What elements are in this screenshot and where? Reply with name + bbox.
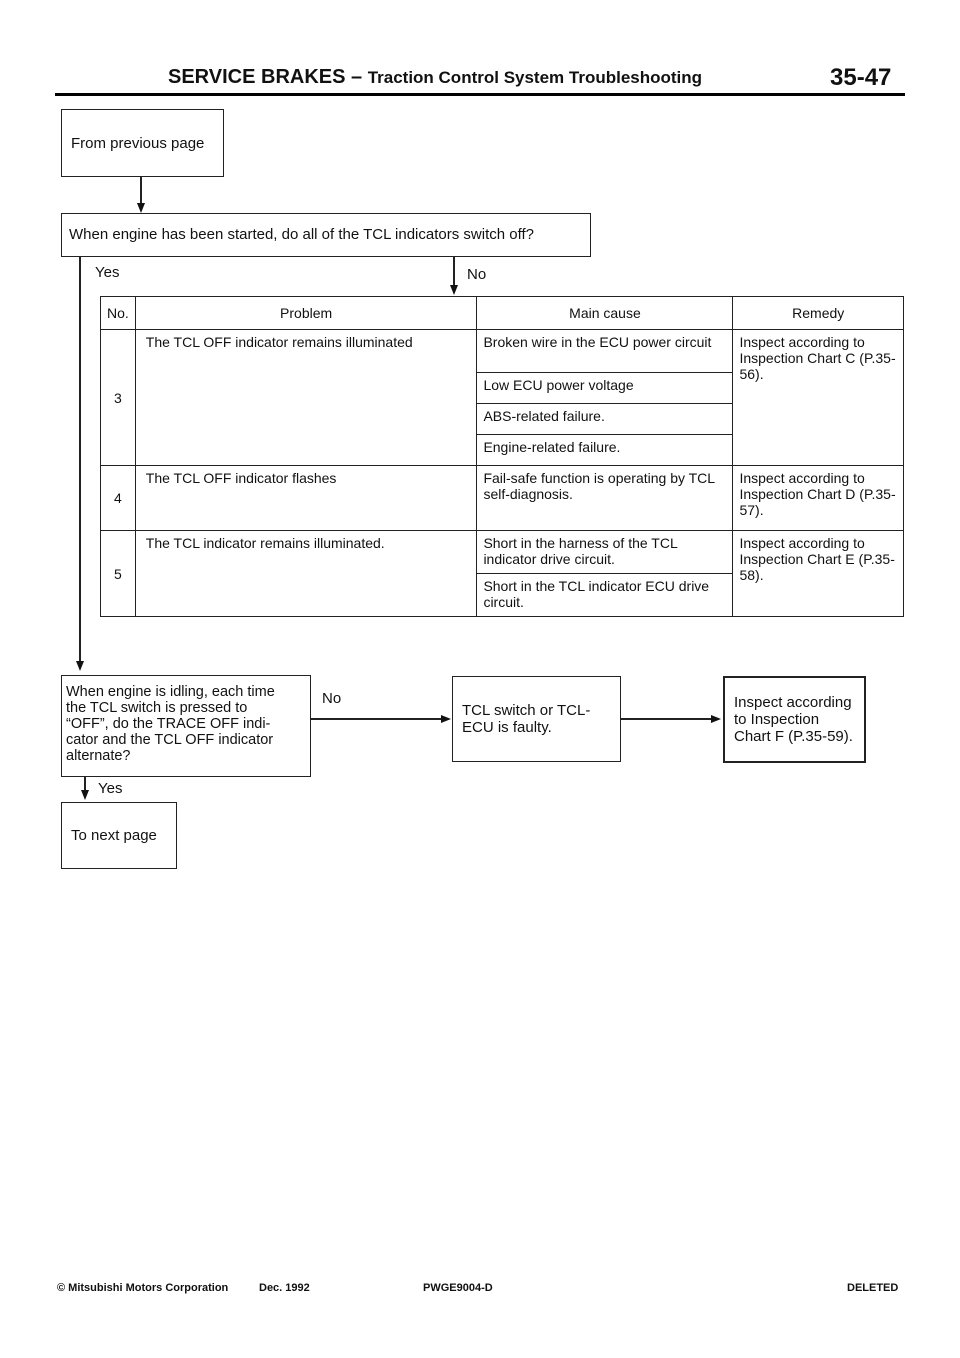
table-row [101,531,904,574]
row3-remedy: Inspect according to Inspection Chart C (P.35-56). [733,330,904,466]
arrow-down-icon [137,203,145,213]
yes2-label: Yes [98,780,123,797]
arrow-right-icon [441,715,451,723]
question2-box [61,675,311,777]
arrow-down-icon [450,285,458,295]
to-next-label: To next page [71,827,157,844]
table-header-row [101,297,904,330]
row5-cause-2: Short in the TCL indicator ECU drive circuit. [477,574,733,617]
header-rule [55,93,905,96]
flow-line [311,718,443,720]
question2-line: “OFF”, do the TRACE OFF indi- [66,716,271,732]
row3-no: 3 [101,330,136,466]
question1-box [61,213,591,257]
footer-status: DELETED [847,1282,899,1294]
row3-cause-3: ABS-related failure. [477,404,733,435]
page-title [168,66,702,89]
header-problem: Problem [135,297,477,330]
question1-text: When engine has been started, do all of the TCL indicators switch off? [69,226,534,243]
question2-line: cator and the TCL OFF indicator [66,732,274,748]
row5-cause-1: Short in the harness of the TCL indicator drive circuit. [477,531,733,574]
question2-line: the TCL switch is pressed to [66,700,248,716]
inspect-f-line: Chart F (P.35-59). [734,728,853,745]
fault-box [452,676,621,762]
from-previous-label: From previous page [71,135,205,152]
title-main: SERVICE BRAKES – [168,66,368,88]
row5-remedy: Inspect according to Inspection Chart E (P.35-58). [733,531,904,617]
fault-line: TCL switch or TCL- [462,702,591,719]
flow-line [79,257,81,663]
arrow-down-icon [81,790,89,800]
arrow-down-icon [76,661,84,671]
fault-line: ECU is faulty. [462,719,552,736]
row4-remedy: Inspect according to Inspection Chart D (P.35-57). [733,466,904,531]
arrow-right-icon [711,715,721,723]
title-sub: Traction Control System Troubleshooting [367,68,703,87]
row3-problem: The TCL OFF indicator remains illuminated [135,330,477,466]
yes1-label: Yes [95,264,120,281]
row5-no: 5 [101,531,136,617]
row4-no: 4 [101,466,136,531]
question2-line: When engine is idling, each time [66,684,275,700]
no1-label: No [467,266,487,283]
troubleshooting-table [100,296,904,617]
row4-problem: The TCL OFF indicator flashes [135,466,477,531]
row5-problem: The TCL indicator remains illuminated. [135,531,477,617]
row3-cause-4: Engine-related failure. [477,435,733,466]
question2-line: alternate? [66,748,131,764]
flow-line [453,257,455,285]
header-no: No. [101,297,136,330]
no2-label: No [322,690,342,707]
inspect-f-box [723,676,866,763]
to-next-box [61,802,177,869]
flow-line [621,718,713,720]
row4-cause: Fail-safe function is operating by TCL self-diagnosis. [477,466,733,531]
page-number: 35-47 [830,64,892,91]
header-cause: Main cause [477,297,733,330]
inspect-f-line: to Inspection [734,711,820,728]
header-remedy: Remedy [733,297,904,330]
row3-cause-2: Low ECU power voltage [477,373,733,404]
from-previous-box [61,109,224,177]
footer-code: PWGE9004-D [423,1282,493,1294]
table-row [101,330,904,373]
row3-cause-1: Broken wire in the ECU power circuit [477,330,733,373]
flow-line [140,177,142,205]
inspect-f-line: Inspect according [734,694,852,711]
footer-copyright: © Mitsubishi Motors Corporation [57,1282,229,1294]
table-row [101,466,904,531]
footer-date: Dec. 1992 [259,1282,310,1294]
